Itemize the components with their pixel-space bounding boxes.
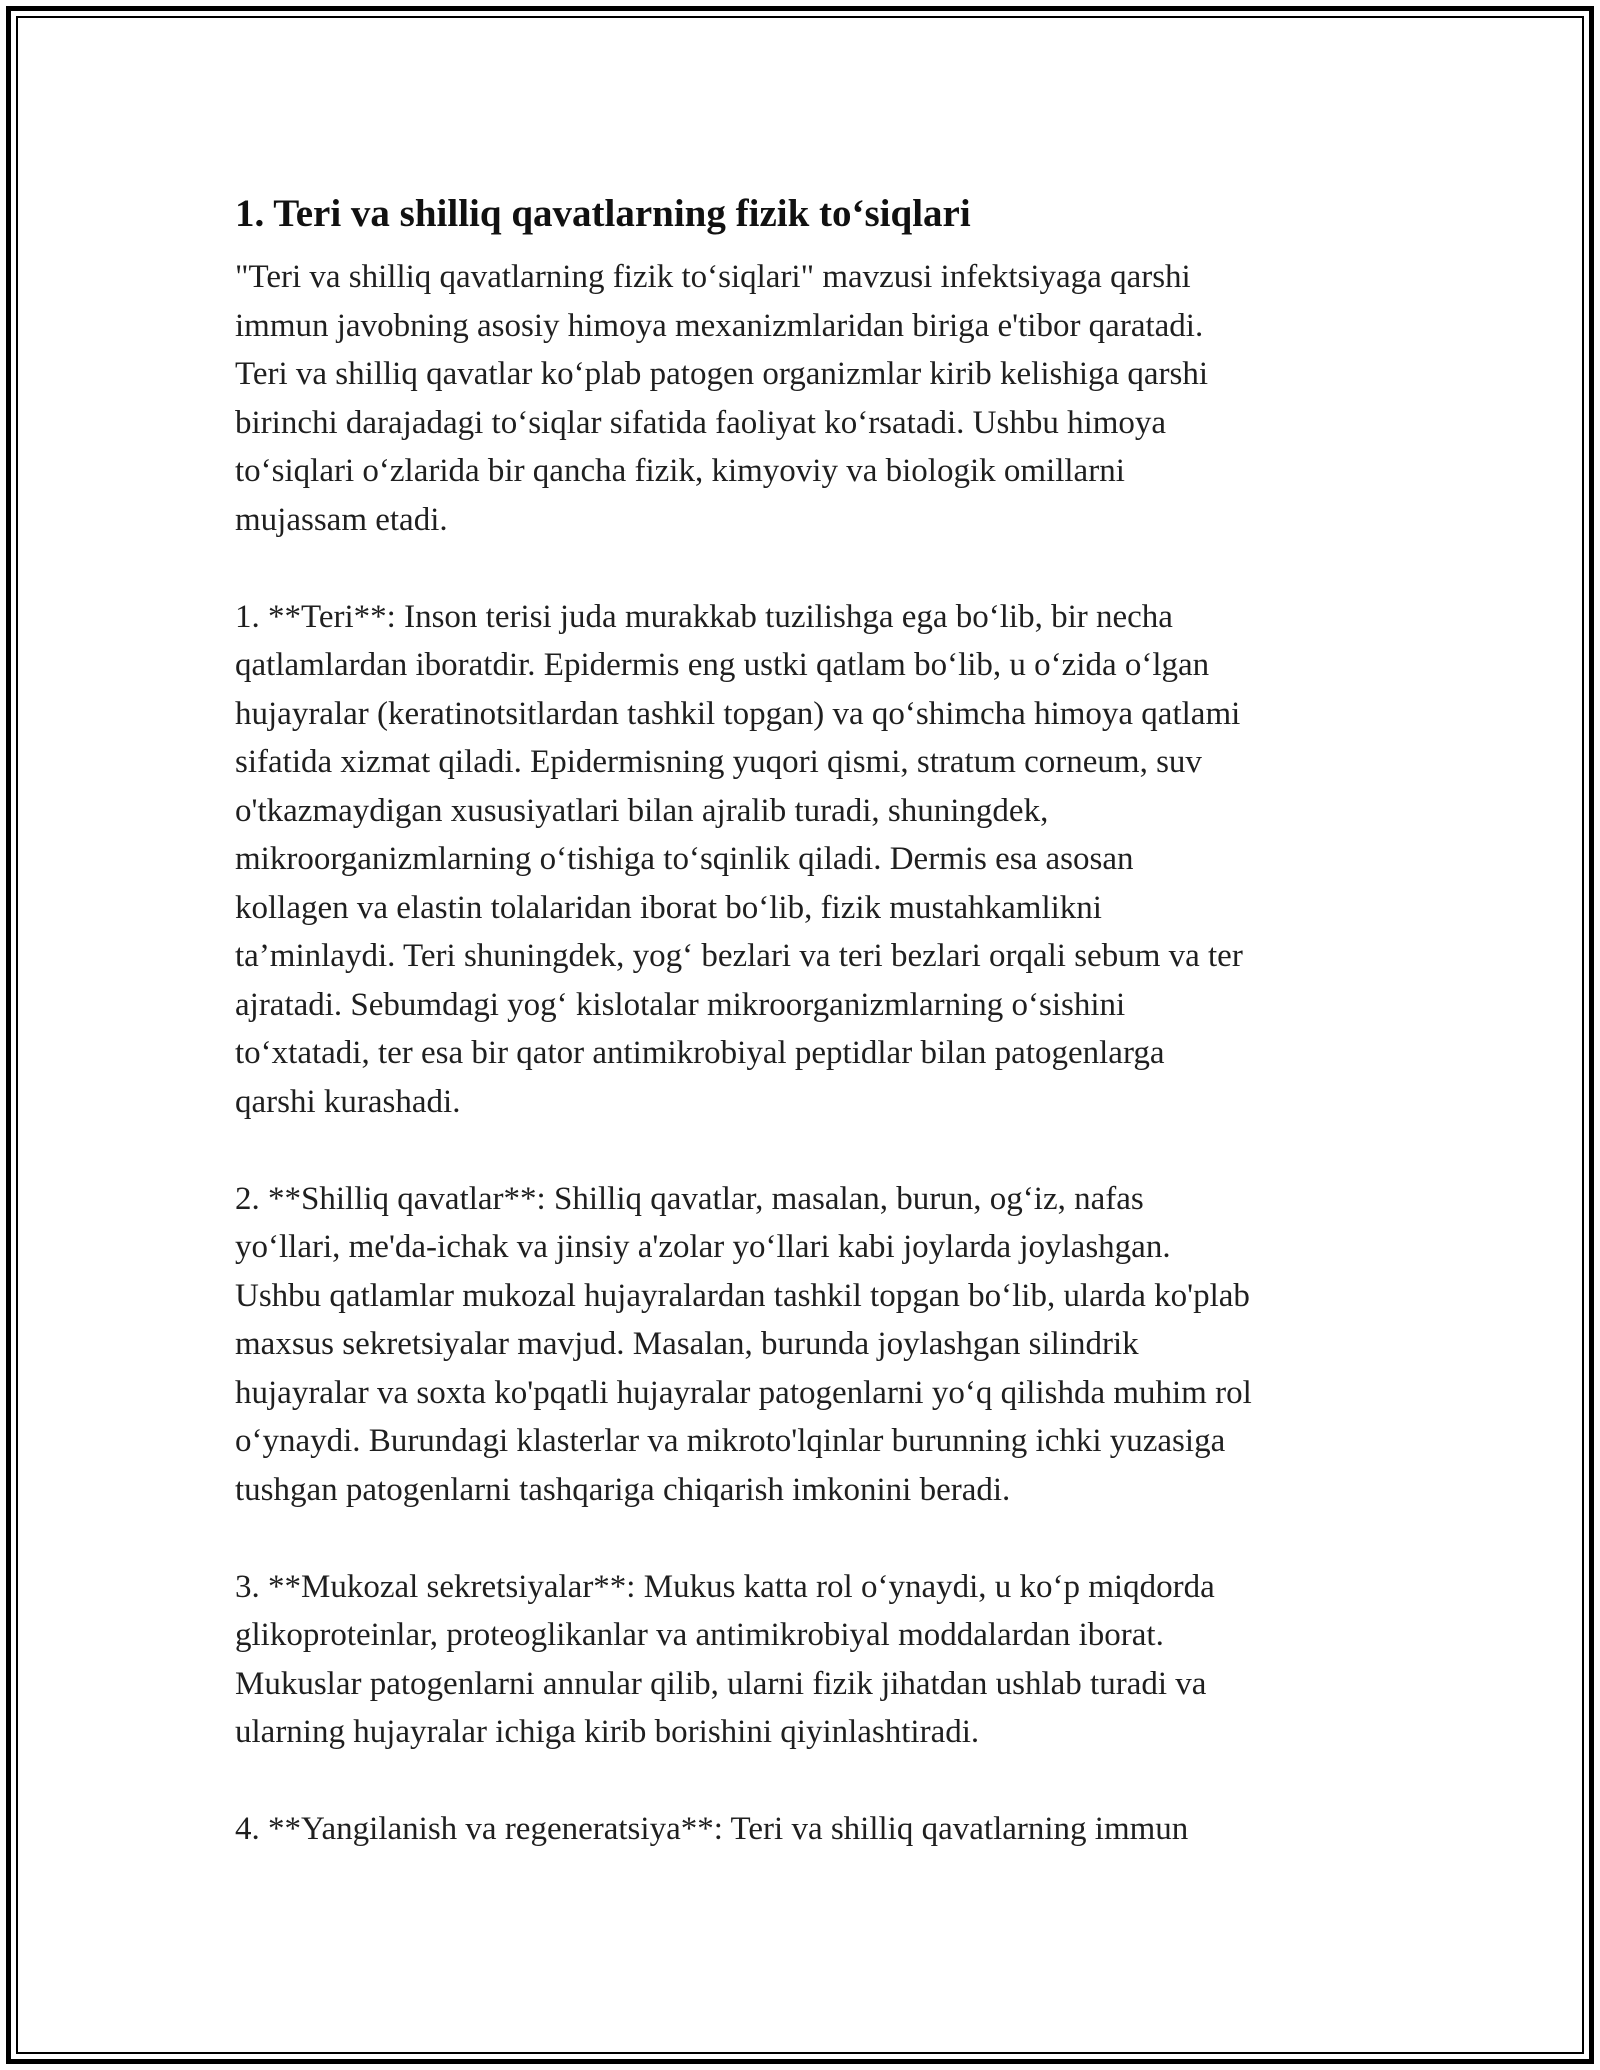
text-line: Ushbu qatlamlar mukozal hujayralardan tashkil topgan bo‘lib, ularda ko'plab xyxy=(235,1277,1250,1314)
text-line: immun javobning asosiy himoya mexanizmlaridan biriga e'tibor qaratadi. xyxy=(235,307,1204,344)
text-line: 4. **Yangilanish va regeneratsiya**: Teri va shilliq qavatlarning immun xyxy=(235,1811,1189,1847)
text-line: mikroorganizmlarning o‘tishiga to‘sqinlik qiladi. Dermis esa asosan xyxy=(235,841,1134,877)
text-line: "Teri va shilliq qavatlarning fizik to‘siqlari" mavzusi infektsiyaga qarshi xyxy=(235,259,1191,295)
text-line: mujassam etadi. xyxy=(235,501,448,538)
text-line: kollagen va elastin tolalaridan iborat bo‘lib, fizik mustahkamlikni xyxy=(235,889,1102,926)
document-body xyxy=(235,185,1375,1902)
text-line: Teri va shilliq qavatlar ko‘plab patogen organizmlar kirib kelishiga qarshi xyxy=(235,356,1209,392)
text-line: tushgan patogenlarni tashqariga chiqarish imkonini beradi. xyxy=(235,1471,1011,1508)
text-line: sifatida xizmat qiladi. Epidermisning yuqori qismi, stratum corneum, suv xyxy=(235,744,1202,780)
paragraph-mukozal-sekretsiyalar xyxy=(235,1563,1375,1757)
text-line: to‘xtatadi, ter esa bir qator antimikrobiyal peptidlar bilan patogenlarga xyxy=(235,1035,1165,1071)
text-line: Mukuslar patogenlarni annular qilib, ularni fizik jihatdan ushlab turadi va xyxy=(235,1665,1207,1702)
paragraph-intro xyxy=(235,253,1375,544)
text-line: 1. **Teri**: Inson terisi juda murakkab tuzilishga ega bo‘lib, bir necha xyxy=(235,598,1173,635)
text-line: glikoproteinlar, proteoglikanlar va antimikrobiyal moddalardan iborat. xyxy=(235,1617,1164,1653)
text-line: o‘ynaydi. Burundagi klasterlar va mikroto'lqinlar burunning ichki yuzasiga xyxy=(235,1423,1226,1459)
paragraph-shilliq-qavatlar xyxy=(235,1175,1375,1515)
text-line: o'tkazmaydigan xususiyatlari bilan ajralib turadi, shuningdek, xyxy=(235,792,1049,829)
document-title: 1. Teri va shilliq qavatlarning fizik to‘siqlari xyxy=(235,192,971,235)
text-line: birinchi darajadagi to‘siqlar sifatida faoliyat ko‘rsatadi. Ushbu himoya xyxy=(235,404,1167,441)
text-line: ajratadi. Sebumdagi yog‘ kislotalar mikroorganizmlarning o‘sishini xyxy=(235,986,1126,1023)
text-line: qarshi kurashadi. xyxy=(235,1083,461,1120)
paragraph-yangilanish xyxy=(235,1805,1375,1854)
paragraph-teri xyxy=(235,593,1375,1127)
text-line: 3. **Mukozal sekretsiyalar**: Mukus katta rol o‘ynaydi, u ko‘p miqdorda xyxy=(235,1568,1215,1605)
text-line: maxsus sekretsiyalar mavjud. Masalan, burunda joylashgan silindrik xyxy=(235,1326,1139,1362)
text-line: ularning hujayralar ichiga kirib borishini qiyinlashtiradi. xyxy=(235,1714,980,1750)
text-line: hujayralar (keratinotsitlardan tashkil topgan) va qo‘shimcha himoya qatlami xyxy=(235,695,1241,732)
text-line: yo‘llari, me'da-ichak va jinsiy a'zolar yo‘llari kabi joylarda joylashgan. xyxy=(235,1229,1171,1265)
text-line: qatlamlardan iboratdir. Epidermis eng ustki qatlam bo‘lib, u o‘zida o‘lgan xyxy=(235,647,1210,683)
text-line: ta’minlaydi. Teri shuningdek, yog‘ bezlari va teri bezlari orqali sebum va ter xyxy=(235,938,1243,974)
text-line: hujayralar va soxta ko'pqatli hujayralar patogenlarni yo‘q qilishda muhim rol xyxy=(235,1374,1252,1411)
text-line: 2. **Shilliq qavatlar**: Shilliq qavatlar, masalan, burun, og‘iz, nafas xyxy=(235,1180,1144,1217)
text-line: to‘siqlari o‘zlarida bir qancha fizik, kimyoviy va biologik omillarni xyxy=(235,453,1125,489)
